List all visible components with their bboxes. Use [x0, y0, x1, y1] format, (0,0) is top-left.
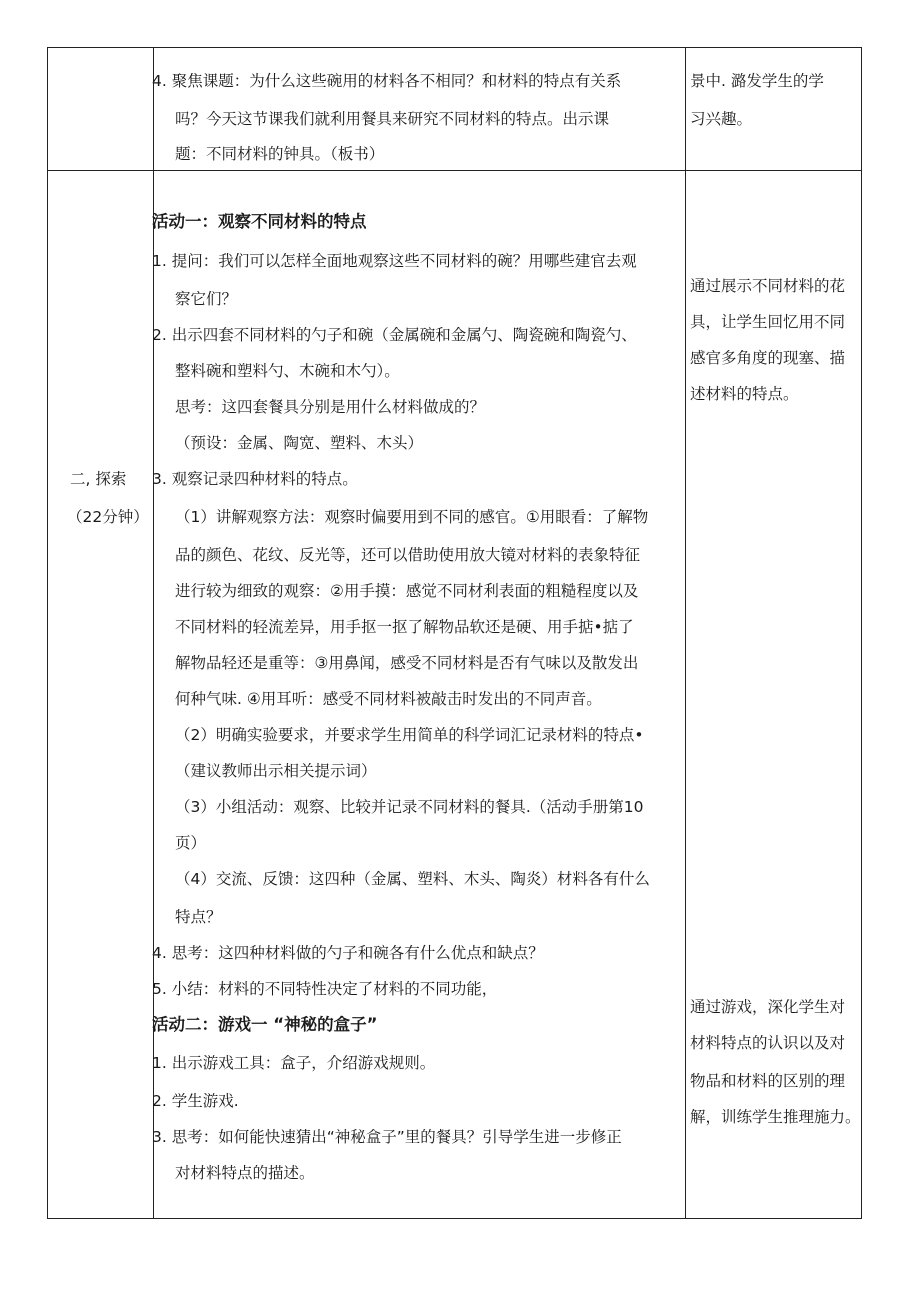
activity2-note-line: 解，训练学生推理施力。: [690, 1108, 861, 1126]
activity1-note-line: 具，让学生回忆用不同: [690, 313, 846, 331]
activity1-line: 察它们？: [175, 290, 238, 308]
activity2-line: 对材料特点的描述。: [175, 1164, 315, 1182]
activity1-line: （3）小组活动：观察、比较并记录不同材料的餐具.（活动手册第10: [175, 798, 644, 816]
activity2-line: 1. 出示游戏工具：盒子，介绍游戏规则。: [152, 1054, 436, 1072]
activity1-line: 1. 提问：我们可以怎样全面地观察这些不同材料的碗？用哪些建官去观: [152, 252, 637, 270]
focus-note-line: 景中. 潞发学生的学: [690, 72, 824, 90]
focus-text-line: 题：不同材料的钟具。（板书）: [175, 145, 385, 163]
activity1-line: 3. 观察记录四种材料的特点。: [152, 470, 358, 488]
table-border-left: [47, 47, 48, 1219]
activity2-note-line: 物品和材料的区别的理: [690, 1072, 846, 1090]
activity2-title: 活动二：游戏一 “神秘的盒子”: [152, 1015, 378, 1034]
table-border-bottom: [47, 1218, 862, 1219]
activity1-line: 不同材料的轻流差异，用手抠一抠了解物品软还是硬、用手掂•掂了: [175, 618, 634, 636]
activity1-line: 2. 出示四套不同材料的勺子和碗（金属碗和金属勺、陶瓷碗和陶瓷勺、: [152, 326, 637, 344]
activity1-line: 整料碗和塑料勺、木碗和木勺）。: [175, 362, 400, 380]
activity1-line: 页）: [175, 834, 207, 852]
stage-duration: （22分钟）: [67, 508, 149, 526]
focus-note-line: 习兴趣。: [690, 110, 753, 128]
table-border-top: [47, 47, 862, 48]
activity1-line: （2）明确实验要求，并要求学生用简单的科学词汇记录材料的特点•: [175, 726, 644, 744]
activity1-line: 思考：这四套餐具分别是用什么材料做成的？: [175, 398, 486, 416]
activity1-line: 4. 思考：这四种材料做的勺子和碗各有什么优点和缺点？: [152, 944, 544, 962]
focus-text-line: 4. 聚焦课题：为什么这些碗用的材料各不相同？和材料的特点有关系: [152, 72, 622, 90]
activity1-note-line: 感官多角度的现塞、描: [690, 349, 846, 367]
activity1-line: 进行较为细致的观察：②用手摸：感觉不同材利表面的粗糙程度以及: [175, 582, 639, 600]
activity1-line: 解物品轻还是重等：③用鼻闻，感受不同材料是否有气味以及散发出: [175, 654, 639, 672]
activity2-line: 2. 学生游戏.: [152, 1092, 239, 1110]
activity2-note-line: 材料特点的认识以及对: [690, 1034, 846, 1052]
column-divider-2: [685, 47, 686, 1219]
focus-text-line: 吗？今天这节课我们就利用餐具来研究不同材料的特点。出示课: [175, 110, 610, 128]
activity1-line: 5. 小结：材料的不同特性决定了材料的不同功能，: [152, 980, 498, 998]
row-divider: [47, 170, 862, 171]
table-border-right: [861, 47, 862, 1219]
activity1-line: （建议教师出示相关提示词）: [175, 762, 377, 780]
activity1-line: 何种气味. ④用耳听：感受不同材料被敲击时发出的不同声音。: [175, 690, 602, 708]
activity1-note-line: 述材料的特点。: [690, 385, 799, 403]
activity2-line: 3. 思考：如何能快速猜出“神秘盒子”里的餐具？引导学生进一步修正: [152, 1128, 622, 1146]
activity1-line: （1）讲解观察方法：观察时偏要用到不同的感官。①用眼看：了解物: [175, 508, 649, 526]
activity1-line: （4）交流、反馈：这四种（金属、塑料、木头、陶炎）材料各有什么: [175, 870, 650, 888]
stage-name: 二, 探索: [70, 470, 127, 488]
activity1-note-line: 通过展示不同材料的花: [690, 277, 846, 295]
activity1-line: 品的颜色、花纹、反光等，还可以借助使用放大镜对材料的表象特征: [175, 546, 641, 564]
activity1-line: （预设：金属、陶宽、塑料、木头）: [175, 434, 424, 452]
activity1-title: 活动一：观察不同材料的特点: [152, 212, 367, 231]
activity2-note-line: 通过游戏，深化学生对: [690, 998, 846, 1016]
activity1-line: 特点？: [175, 908, 222, 926]
